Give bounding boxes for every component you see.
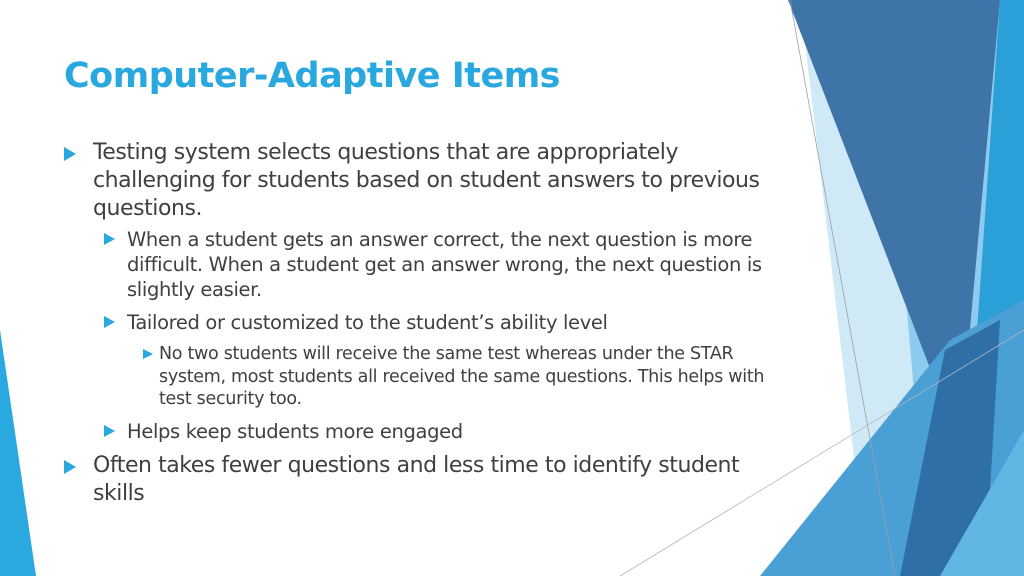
bullet-triangle-icon — [143, 349, 153, 359]
bullet-item-level2 — [104, 227, 784, 302]
bullet-triangle-icon — [64, 460, 76, 474]
left-edge-shape — [0, 330, 36, 576]
bullet-triangle-icon — [104, 425, 115, 437]
bullet-text: Testing system selects questions that are appropriately challenging for students based on student answers to previous questions. — [93, 140, 760, 221]
slide-title: Computer-Adaptive Items — [64, 56, 560, 96]
bullet-triangle-icon — [104, 233, 115, 245]
bullet-text: Helps keep students more engaged — [127, 419, 463, 443]
bullet-item-level2 — [104, 310, 784, 335]
bullet-item-level2 — [104, 419, 784, 444]
bullet-text: Often takes fewer questions and less time to identify student skills — [93, 452, 740, 506]
bullet-triangle-icon — [64, 147, 76, 161]
bullet-text: No two students will receive the same test whereas under the STAR system, most students all received the same questions. This helps with test security too. — [159, 344, 765, 409]
bullet-item-level1 — [64, 139, 784, 223]
bullet-item-level3 — [143, 343, 784, 411]
bullet-text: Tailored or customized to the student’s ability level — [127, 311, 608, 334]
bullet-text: When a student gets an answer correct, the next question is more difficult. When a student get an answer wrong, the next question is slightly easier. — [127, 228, 762, 301]
bullet-list — [64, 139, 784, 512]
bullet-triangle-icon — [104, 316, 115, 328]
bullet-item-level1 — [64, 452, 784, 508]
